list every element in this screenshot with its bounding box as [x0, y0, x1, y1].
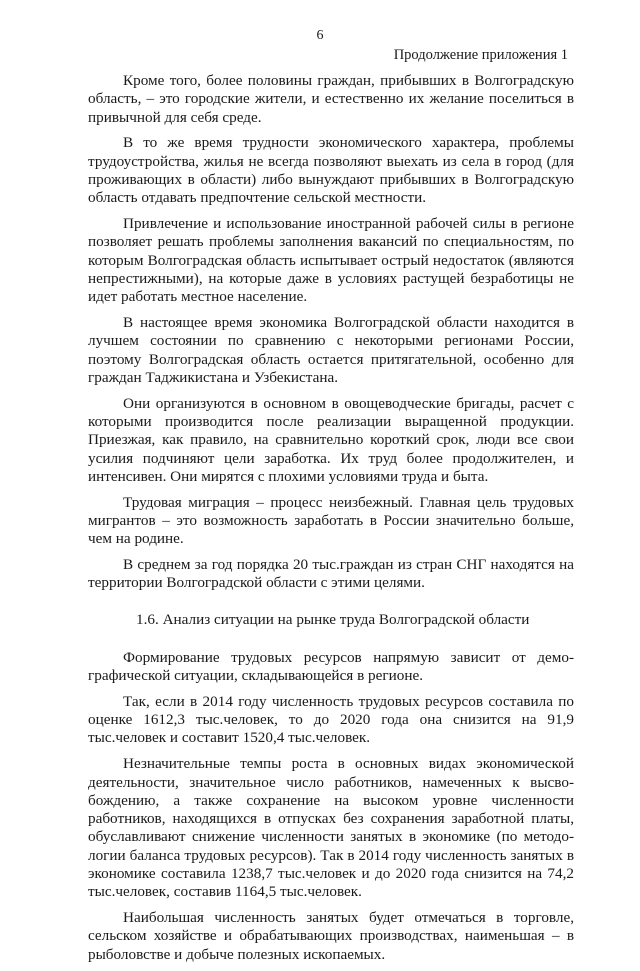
continuation-note: Продолжение приложения 1: [393, 47, 568, 63]
paragraph: Незначительные темпы роста в основных видах экономической деятельности, значительное число работников, намеченных к высвобождению, а также сохранение на высоком уровне численности работников, находящихся в отпусках без сохранения заработной платы, обуславливают снижение численности занятых в экономике (по методологии баланса трудовых ресурсов). Так в 2014 году численность занятых в экономике составила 1238,7 тыс.человек и до 2020 года снизится на 74,2 тыс.человек, составив 1164,5 тыс.человек.: [88, 755, 574, 901]
paragraph: Они организуются в основном в овощеводческие бригады, расчет с которыми производится после реализации выращенной продукции. Приезжая, как правило, на сравнительно короткий срок, люди все свои усилия подчиняют цели заработка. Их труд более продолжителен, и интенсивен. Они мирятся с плохими условиями труда и быта.: [88, 394, 574, 485]
section-heading: 1.6. Анализ ситуации на рынке труда Волгоградской области: [136, 610, 530, 628]
paragraph: Трудовая миграция – процесс неизбежный. Главная цель трудовых мигрантов – это возможность заработать в России значительно больше, чем на родине.: [88, 493, 574, 548]
paragraph: В настоящее время экономика Волгоградской области находится в лучшем состоянии по сравнению с некоторыми регионами России, поэтому Волгоградская область остается притягательной, особенно для граждан Таджикистана и Узбекистана.: [88, 314, 574, 386]
paragraph: Кроме того, более половины граждан, прибывших в Волгоградскую область, – это городские жители, и естественно их желание поселиться в привычной для себя среде.: [88, 72, 574, 126]
paragraph: Привлечение и использование иностранной рабочей силы в регионе позволяет решать проблемы заполнения вакансий по специальностям, по которым Волгоградская область испытывает острый недостаток (являются непрестижными), на которые даже в условиях растущей безработицы не идет работать местное население.: [88, 215, 574, 306]
paragraph: Так, если в 2014 году численность трудовых ресурсов составила по оценке 1612,3 тыс.человек, то до 2020 года она снизится на 91,9 тыс.человек и составит 1520,4 тыс.человек.: [88, 692, 574, 747]
document-body: [88, 72, 574, 971]
paragraph: Формирование трудовых ресурсов напрямую зависит от демографической ситуации, складывающейся в регионе.: [88, 648, 574, 685]
paragraph: Наибольшая численность занятых будет отмечаться в торговле, сельском хозяйстве и обрабатывающих производствах, наименьшая – в рыболовстве и добыче полезных ископаемых.: [88, 909, 574, 963]
page-number: 6: [316, 28, 324, 43]
paragraph: В среднем за год порядка 20 тыс.граждан из стран СНГ находятся на территории Волгоградской области с этими целями.: [88, 556, 574, 592]
paragraph: В то же время трудности экономического характера, проблемы трудоустройства, жилья не всегда позволяют выехать из села в город (для проживающих в области) либо вынуждают прибывших в Волгоградскую область отдавать предпочтение сельской местности.: [88, 134, 574, 207]
